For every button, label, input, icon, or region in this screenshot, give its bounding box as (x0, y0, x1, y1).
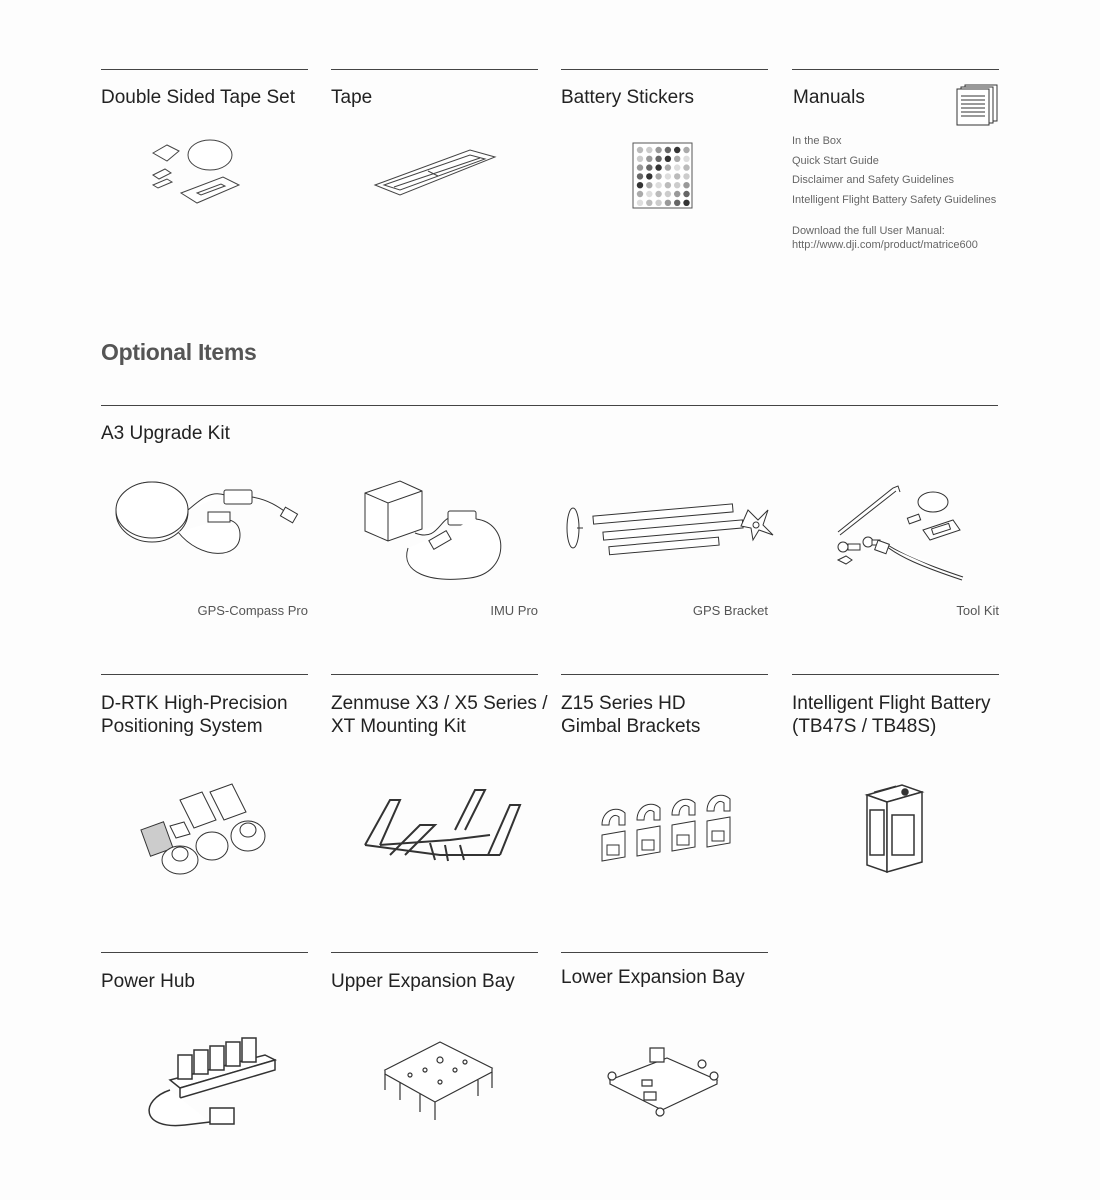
tape-set-title: Double Sided Tape Set (101, 87, 296, 108)
upper-expansion-bay-illustration (380, 1030, 500, 1125)
manual-item: Quick Start Guide (792, 154, 879, 167)
lower-expansion-bay-illustration (602, 1040, 722, 1120)
sticker-dot (637, 164, 643, 170)
sticker-dot (637, 200, 643, 206)
battery-title-line2: (TB47S / TB48S) (792, 716, 937, 737)
battery-title-line1: Intelligent Flight Battery (792, 693, 991, 714)
download-url: http://www.dji.com/product/matrice600 (792, 239, 978, 251)
upper-expansion-bay-title: Upper Expansion Bay (331, 971, 515, 992)
sticker-dot (637, 147, 643, 153)
sticker-dot (683, 191, 689, 197)
sticker-dot (683, 173, 689, 179)
manuals-title: Manuals (793, 87, 865, 108)
sticker-dot (674, 182, 680, 188)
sticker-dot (655, 164, 661, 170)
gps-compass-pro-illustration (110, 470, 310, 580)
section-heading: Optional Items (101, 339, 257, 365)
tape-title: Tape (331, 87, 373, 108)
sticker-dot (646, 147, 652, 153)
divider (101, 69, 308, 70)
double-sided-tape-illustration (145, 135, 245, 215)
gps-bracket-caption: GPS Bracket (692, 603, 768, 618)
sticker-dot (655, 191, 661, 197)
divider (331, 952, 538, 953)
divider (792, 69, 999, 70)
zenmuse-mounting-kit-illustration (360, 785, 525, 875)
z15-title-line2: Gimbal Brackets (561, 716, 701, 737)
sticker-dot (665, 182, 671, 188)
battery-stickers-illustration (632, 142, 694, 210)
sticker-dot (665, 156, 671, 162)
divider (561, 952, 768, 953)
divider (331, 674, 538, 675)
sticker-dot (637, 156, 643, 162)
sticker-dot (655, 156, 661, 162)
drtk-title-line1: D-RTK High-Precision (101, 693, 288, 714)
lower-expansion-bay-title: Lower Expansion Bay (561, 967, 745, 988)
sticker-dot (674, 147, 680, 153)
tape-illustration (370, 145, 500, 215)
sticker-dot (665, 164, 671, 170)
flight-battery-illustration (862, 780, 927, 875)
sticker-dot (683, 182, 689, 188)
sticker-dot (655, 173, 661, 179)
battery-title (792, 692, 991, 738)
manual-item: In the Box (792, 135, 842, 147)
gps-compass-pro-caption: GPS-Compass Pro (197, 603, 308, 618)
manual-item: Intelligent Flight Battery Safety Guidelines (792, 193, 997, 206)
sticker-dot (655, 147, 661, 153)
sticker-dot (646, 182, 652, 188)
sticker-dot (637, 191, 643, 197)
divider (561, 69, 768, 70)
sticker-dot (683, 164, 689, 170)
sticker-dot (665, 200, 671, 206)
battery-stickers-title: Battery Stickers (561, 87, 695, 108)
divider (792, 674, 999, 675)
sticker-dot (683, 200, 689, 206)
sticker-dot (683, 156, 689, 162)
gps-bracket-illustration (563, 490, 778, 565)
sticker-dot (665, 173, 671, 179)
sticker-dot (674, 164, 680, 170)
divider (101, 674, 308, 675)
tool-kit-illustration (828, 482, 978, 582)
sticker-dot (637, 173, 643, 179)
zenmuse-title-line1: Zenmuse X3 / X5 Series / (331, 693, 548, 714)
imu-pro-caption: IMU Pro (490, 603, 538, 618)
drtk-title (101, 692, 288, 738)
z15-title (561, 692, 700, 738)
divider (331, 69, 538, 70)
sticker-dot (637, 182, 643, 188)
sticker-dot (646, 173, 652, 179)
sticker-dot (646, 200, 652, 206)
z15-brackets-illustration (597, 795, 747, 865)
tool-kit-caption: Tool Kit (956, 603, 999, 618)
download-label: Download the full User Manual: (792, 225, 945, 237)
sticker-dot (646, 164, 652, 170)
sticker-dot (646, 191, 652, 197)
manual-item: Disclaimer and Safety Guidelines (792, 174, 955, 186)
sticker-dot (674, 156, 680, 162)
imu-pro-illustration (360, 473, 530, 588)
drtk-illustration (140, 780, 275, 880)
divider (101, 952, 308, 953)
drtk-title-line2: Positioning System (101, 716, 263, 737)
divider (101, 405, 998, 406)
z15-title-line1: Z15 Series HD (561, 693, 686, 714)
sticker-dot (655, 182, 661, 188)
divider (561, 674, 768, 675)
a3-kit-title: A3 Upgrade Kit (101, 423, 230, 444)
zenmuse-title-line2: XT Mounting Kit (331, 716, 466, 737)
sticker-dot (655, 200, 661, 206)
sticker-dot (646, 156, 652, 162)
manuals-list (792, 132, 1022, 252)
sticker-dot (683, 147, 689, 153)
sticker-dot (665, 191, 671, 197)
sticker-dot (674, 200, 680, 206)
power-hub-title: Power Hub (101, 971, 195, 992)
manuals-icon (955, 84, 1000, 126)
power-hub-illustration (140, 1030, 300, 1130)
sticker-dot (665, 147, 671, 153)
sticker-dot (674, 173, 680, 179)
zenmuse-title (331, 692, 548, 738)
sticker-dot (674, 191, 680, 197)
